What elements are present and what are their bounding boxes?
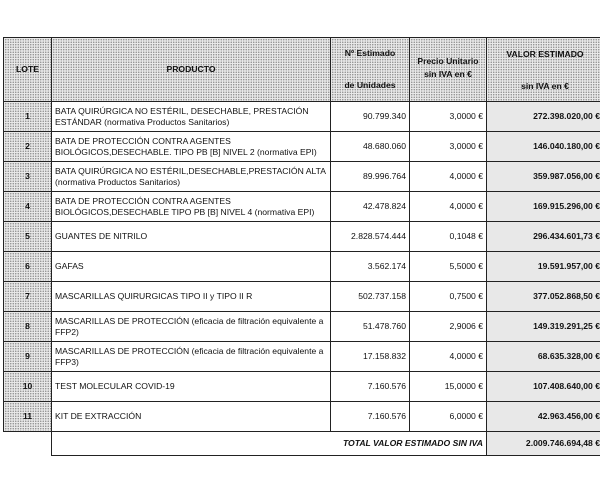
table-row <box>4 312 600 342</box>
producto-cell: BATA QUIRÚRGICA NO ESTÉRIL,DESECHABLE,PRESTACIÓN ALTA (normativa Productos Sanitarios) <box>52 162 331 192</box>
table-row <box>4 282 600 312</box>
lote-cell: 7 <box>4 282 52 312</box>
producto-cell: BATA DE PROTECCIÓN CONTRA AGENTES BIOLÓGICOS,DESECHABLE. TIPO PB [B] NIVEL 2 (normativa EPI) <box>52 132 331 162</box>
total-row <box>4 432 600 456</box>
precio-cell: 0,7500 € <box>410 282 487 312</box>
table-row <box>4 132 600 162</box>
table-row <box>4 342 600 372</box>
header-unidades-line2: de Unidades <box>344 80 396 90</box>
table-row <box>4 192 600 222</box>
table-row <box>4 102 600 132</box>
producto-cell: GAFAS <box>52 252 331 282</box>
producto-cell: BATA DE PROTECCIÓN CONTRA AGENTES BIOLÓGICOS,DESECHABLE TIPO PB [B] NIVEL 4 (normativa EPI) <box>52 192 331 222</box>
lotes-table <box>3 37 600 456</box>
total-label: TOTAL VALOR ESTIMADO SIN IVA <box>52 432 487 456</box>
valor-cell: 359.987.056,00 € <box>487 162 600 192</box>
header-producto: PRODUCTO <box>52 38 331 102</box>
unidades-cell: 3.562.174 <box>331 252 410 282</box>
total-value: 2.009.746.694,48 € <box>487 432 600 456</box>
valor-cell: 42.963.456,00 € <box>487 402 600 432</box>
producto-cell: MASCARILLAS QUIRURGICAS TIPO II y TIPO II R <box>52 282 331 312</box>
valor-cell: 272.398.020,00 € <box>487 102 600 132</box>
header-precio-line2: sin IVA en € <box>424 69 472 79</box>
valor-cell: 169.915.296,00 € <box>487 192 600 222</box>
header-valor-line2: sin IVA en € <box>521 81 569 91</box>
precio-cell: 3,0000 € <box>410 102 487 132</box>
precio-cell: 4,0000 € <box>410 342 487 372</box>
total-spacer <box>4 432 52 456</box>
header-lote: LOTE <box>4 38 52 102</box>
producto-cell: MASCARILLAS DE PROTECCIÓN (eficacia de filtración equivalente a FFP3) <box>52 342 331 372</box>
table-row <box>4 372 600 402</box>
header-valor-line1: VALOR ESTIMADO <box>506 49 584 59</box>
lote-cell: 1 <box>4 102 52 132</box>
producto-cell: KIT DE EXTRACCIÓN <box>52 402 331 432</box>
producto-cell: TEST MOLECULAR COVID-19 <box>52 372 331 402</box>
valor-cell: 146.040.180,00 € <box>487 132 600 162</box>
header-precio-line1: Precio Unitario <box>417 56 479 66</box>
lote-cell: 2 <box>4 132 52 162</box>
unidades-cell: 7.160.576 <box>331 402 410 432</box>
precio-cell: 15,0000 € <box>410 372 487 402</box>
lote-cell: 11 <box>4 402 52 432</box>
table-header <box>4 38 600 102</box>
precio-cell: 4,0000 € <box>410 192 487 222</box>
header-precio <box>410 38 487 102</box>
unidades-cell: 89.996.764 <box>331 162 410 192</box>
table-row <box>4 222 600 252</box>
lote-cell: 9 <box>4 342 52 372</box>
table-row <box>4 162 600 192</box>
lote-cell: 8 <box>4 312 52 342</box>
precio-cell: 0,1048 € <box>410 222 487 252</box>
unidades-cell: 42.478.824 <box>331 192 410 222</box>
producto-cell: BATA QUIRÚRGICA NO ESTÉRIL, DESECHABLE, PRESTACIÓN ESTÁNDAR (normativa Productos Sanitarios) <box>52 102 331 132</box>
precio-cell: 3,0000 € <box>410 132 487 162</box>
producto-cell: MASCARILLAS DE PROTECCIÓN (eficacia de filtración equivalente a FFP2) <box>52 312 331 342</box>
lote-cell: 6 <box>4 252 52 282</box>
unidades-cell: 90.799.340 <box>331 102 410 132</box>
lote-cell: 10 <box>4 372 52 402</box>
table-body <box>4 102 600 456</box>
precio-cell: 6,0000 € <box>410 402 487 432</box>
precio-cell: 4,0000 € <box>410 162 487 192</box>
header-unidades <box>331 38 410 102</box>
producto-cell: GUANTES DE NITRILO <box>52 222 331 252</box>
valor-cell: 296.434.601,73 € <box>487 222 600 252</box>
unidades-cell: 2.828.574.444 <box>331 222 410 252</box>
unidades-cell: 51.478.760 <box>331 312 410 342</box>
unidades-cell: 48.680.060 <box>331 132 410 162</box>
lote-cell: 4 <box>4 192 52 222</box>
header-valor <box>487 38 600 102</box>
valor-cell: 149.319.291,25 € <box>487 312 600 342</box>
unidades-cell: 7.160.576 <box>331 372 410 402</box>
table-row <box>4 402 600 432</box>
valor-cell: 377.052.868,50 € <box>487 282 600 312</box>
table-row <box>4 252 600 282</box>
precio-cell: 5,5000 € <box>410 252 487 282</box>
header-row <box>4 38 600 102</box>
valor-cell: 19.591.957,00 € <box>487 252 600 282</box>
lote-cell: 5 <box>4 222 52 252</box>
valor-cell: 107.408.640,00 € <box>487 372 600 402</box>
precio-cell: 2,9006 € <box>410 312 487 342</box>
lote-cell: 3 <box>4 162 52 192</box>
unidades-cell: 502.737.158 <box>331 282 410 312</box>
valor-cell: 68.635.328,00 € <box>487 342 600 372</box>
unidades-cell: 17.158.832 <box>331 342 410 372</box>
header-unidades-line1: Nº Estimado <box>344 48 396 58</box>
